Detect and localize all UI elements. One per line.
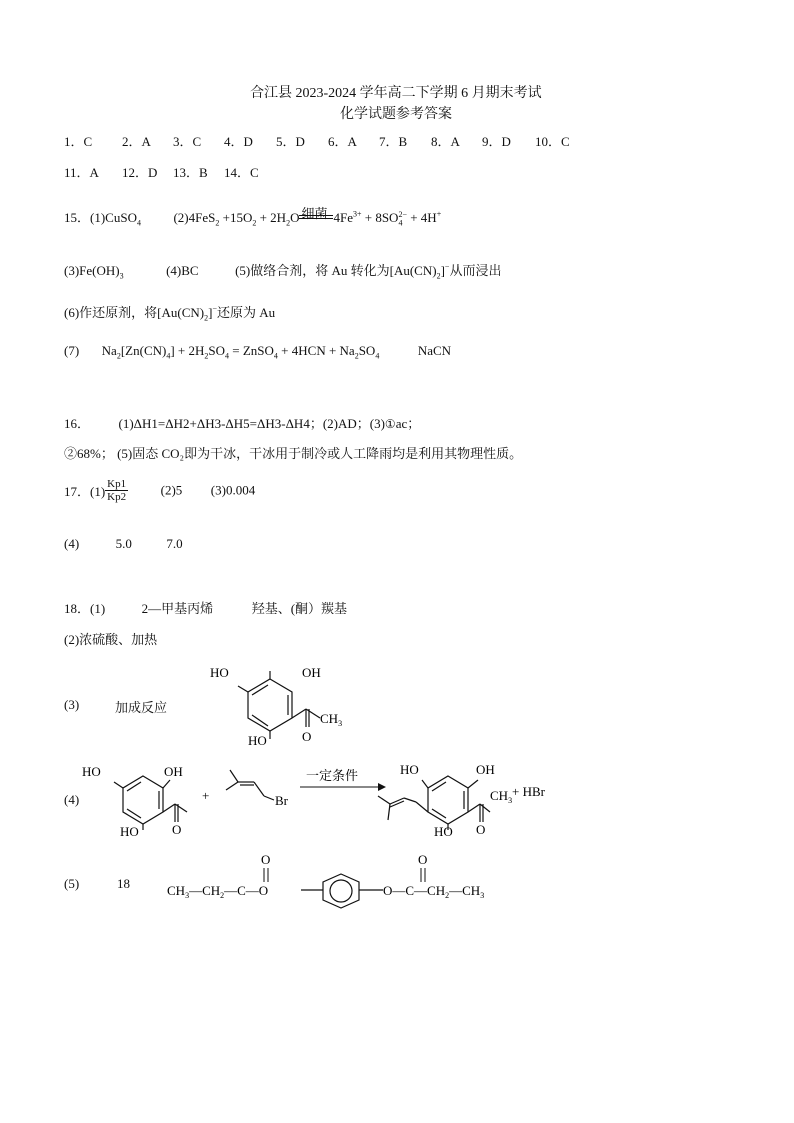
q15-p7-tail: NaCN: [417, 343, 452, 358]
circled-one: ①: [384, 417, 396, 431]
mc-answer: 12．D: [122, 165, 158, 180]
q15-line2: $(3)Fe(OH)_3$ (4)BC (5)做络合剂，将 Au 转化为$[Au(CN)_2]^-$从而浸出: [64, 262, 502, 281]
q15-label: 15．: [64, 210, 91, 225]
page-subtitle: 化学试题参考答案: [340, 107, 452, 122]
q18-p5: (5): [64, 876, 80, 891]
q15-p5b: 从而浸出: [449, 263, 502, 278]
mc-answer: 14．C: [224, 165, 259, 180]
q16-line2-text: 68%； (5)固态 CO₂即为干冰，干冰用于制冷或人工降雨均是利用其物理性质。: [77, 446, 523, 461]
q17-line1: [64, 478, 255, 503]
q15-p2: (2)4FeS: [173, 210, 216, 225]
q18-line1: [64, 598, 347, 617]
q15-condition: 细菌: [301, 206, 328, 221]
mc-answer: 9．D: [482, 134, 511, 149]
svg-text:CH3: $CH_3$: [320, 711, 343, 728]
mc-answer: 1．C: [64, 134, 93, 149]
q17-p3: (3)0.004: [210, 482, 256, 498]
mc-answer: 13．B: [173, 165, 208, 180]
q18-p3-answer: 加成反应: [115, 700, 168, 715]
q17-v1: 5.0: [115, 536, 132, 551]
mc-answer: 3．C: [173, 134, 202, 149]
q18-p5-answer: 18: [117, 876, 130, 891]
q16-line1-text: (1)ΔH1=ΔH2+ΔH3-ΔH5=ΔH3-ΔH4；(2)AD；(3): [118, 416, 385, 431]
q16-line2: [64, 443, 522, 462]
q15-p5a: (5)做络合剂，将 Au 转化为: [235, 263, 390, 278]
mc-row-2: [64, 162, 259, 181]
svg-text:HO: HO: [248, 733, 267, 748]
q16-ans1: ac；: [395, 416, 421, 431]
svg-text:OH: OH: [302, 665, 321, 680]
q17-p4: (4): [64, 536, 80, 551]
svg-text:Br: Br: [275, 793, 288, 808]
svg-text:O: O: [172, 822, 182, 837]
q15-p6a: (6)作还原剂，将: [64, 305, 158, 320]
q18-p3: (3): [64, 697, 80, 712]
q15-p4: (4)BC: [166, 263, 199, 278]
q16-label: 16．: [64, 416, 91, 431]
svg-text:O: O: [261, 852, 271, 867]
q17-label: 17．(1): [64, 484, 106, 499]
svg-text:HO: HO: [82, 764, 101, 779]
q17-p2: (2)5: [160, 482, 183, 498]
q18-line2: (2)浓硫酸、加热: [64, 632, 158, 647]
q18-groups: 羟基、(酮）羰基: [251, 601, 348, 616]
svg-text:O: O: [418, 852, 428, 867]
svg-text:HO: HO: [400, 762, 419, 777]
q18-name: 2—甲基丙烯: [141, 601, 214, 616]
mc-answer: 6．A: [328, 134, 357, 149]
fraction-denominator: Kp2: [107, 491, 127, 503]
q15-line1: 15．(1)CuSO$_4$ $(2)4FeS_2 +15O_2 + 2H_2O$ 细菌 $4Fe^{3+} + 8SO_4^{2-} + 4H^+$: [64, 207, 441, 228]
q15-line4: (7) $Na_2[Zn(CN)_4] + 2H_2SO_4$ = ZnSO$_4$ + $4HCN + Na_2SO_4$ NaCN: [64, 343, 452, 361]
svg-text:OH: OH: [476, 762, 495, 777]
q18-p4: (4): [64, 792, 80, 807]
mc-answer: 4．D: [224, 134, 253, 149]
svg-text:O: O: [476, 822, 486, 837]
q15-p3: (3)Fe(OH): [64, 263, 120, 278]
reaction-condition: 一定条件: [306, 768, 359, 783]
q17-line2: [64, 536, 183, 552]
structure-ester-5: [165, 848, 535, 910]
svg-text:+ HBr: + HBr: [512, 784, 545, 799]
mc-answer: 8．A: [431, 134, 460, 149]
structure-product-3: [200, 655, 360, 750]
svg-text:CH3—CH2—C—O: $CH_3—CH_2—C—O$: [167, 883, 269, 900]
fraction: [105, 478, 128, 503]
mc-row-1: [64, 131, 570, 150]
svg-text:CH3: $CH_3$: [490, 788, 513, 805]
mc-answer: 11．A: [64, 165, 99, 180]
svg-text:O: O: [302, 729, 312, 744]
q15-p1: (1)CuSO: [90, 210, 137, 225]
mc-answer: 7．B: [379, 134, 408, 149]
q18-p1: 18．(1): [64, 601, 106, 616]
page-title: 合江县 2023-2024 学年高二下学期 6 月期末考试: [250, 86, 542, 101]
mc-answer: 2．A: [122, 134, 151, 149]
svg-text:O—C—CH2—CH3: $O—C—CH_2—CH_3$: [383, 883, 485, 900]
svg-text:HO: HO: [120, 824, 139, 839]
svg-text:HO: HO: [210, 665, 229, 680]
svg-text:HO: HO: [434, 824, 453, 839]
mc-answer: 5．D: [276, 134, 305, 149]
q16-line1: [64, 413, 420, 432]
circled-two: ②: [64, 446, 78, 461]
reaction-scheme-4: [78, 752, 578, 844]
q15-p6b: 还原为 Au: [216, 305, 276, 320]
fraction-numerator: Kp1: [107, 478, 127, 490]
q15-line3: (6)作还原剂，将$[Au(CN)_2]^-$还原为 Au: [64, 304, 276, 323]
q17-v2: 7.0: [166, 536, 183, 551]
svg-text:OH: OH: [164, 764, 183, 779]
mc-answer: 10．C: [535, 134, 570, 149]
q15-p7-label: (7): [64, 343, 80, 358]
svg-text:+: +: [202, 788, 210, 803]
